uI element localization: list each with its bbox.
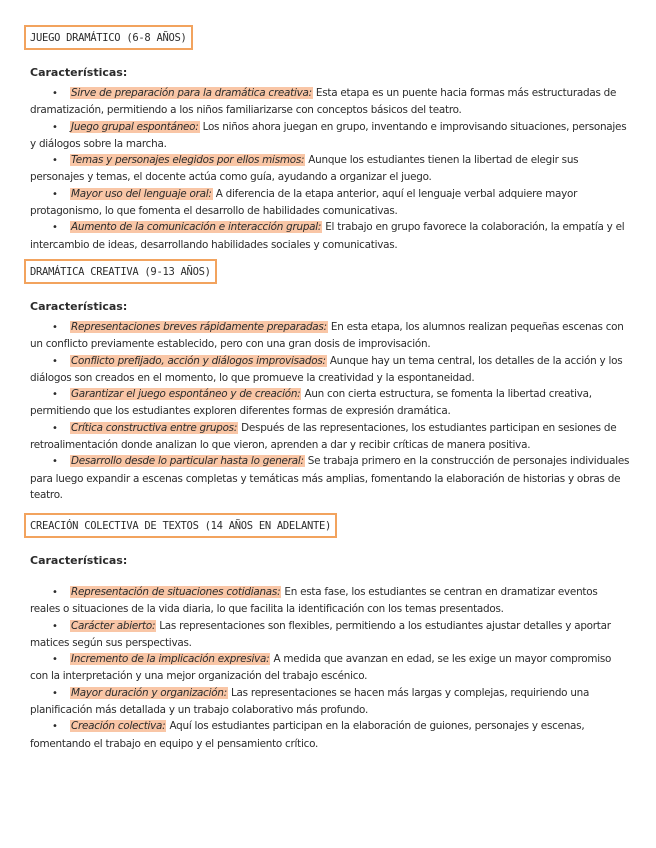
highlighted-term: Carácter abierto:: [71, 619, 156, 632]
list-item: [30, 353, 630, 387]
section-dramatica-creativa: [24, 259, 634, 503]
item-text: Aunque los estudiantes tienen la libertad de elegir sus personajes y temas, el docente actúa como guía, ayudando a organizar el juego.: [30, 154, 579, 184]
highlighted-term: Incremento de la implicación expresiva:: [71, 653, 270, 666]
bullet-icon: •: [52, 587, 58, 598]
bullet-icon: •: [52, 222, 58, 234]
highlighted-term: Temas y personajes elegidos por ellos mismos:: [71, 154, 305, 167]
bullet-icon: •: [52, 355, 58, 367]
item-text: Se trabaja primero en la construcción de personajes individuales para luego expandir a escenas completas y temáticas más amplias, fomentando la elaboración de historias y obras de teatro.: [30, 455, 630, 501]
list-item: [30, 584, 630, 618]
bullet-icon: •: [52, 721, 58, 733]
item-text: Las representaciones son flexibles, permitiendo a los estudiantes ajustar detalles y aportar matices según sus perspectivas.: [30, 619, 611, 649]
item-text: Los niños ahora juegan en grupo, inventando e improvisando situaciones, personajes y diálogos sobre la marcha.: [30, 120, 627, 150]
list-item: [30, 186, 630, 220]
section-title: JUEGO DRAMÁTICO (6-8 AÑOS): [24, 25, 193, 50]
bullet-icon: •: [52, 389, 58, 401]
bullet-icon: •: [52, 687, 58, 699]
bullet-icon: •: [52, 620, 58, 632]
characteristics-list: [30, 85, 630, 253]
characteristics-label: Características:: [30, 554, 128, 567]
section-title: DRAMÁTICA CREATIVA (9-13 AÑOS): [24, 259, 217, 284]
item-text: Después de las representaciones, los estudiantes participan en sesiones de retroalimentación donde analizan lo que vieron, aprenden a dar y recibir críticas de manera positiva.: [30, 421, 617, 452]
highlighted-term: Crítica constructiva entre grupos:: [71, 421, 238, 434]
characteristics-label: Características:: [30, 300, 128, 313]
bullet-icon: •: [52, 322, 58, 333]
highlighted-term: Juego grupal espontáneo:: [71, 120, 199, 133]
highlighted-term: Conflicto prefijado, acción y diálogos improvisados:: [71, 354, 326, 367]
bullet-icon: •: [52, 422, 58, 434]
characteristics-list: [30, 584, 630, 752]
item-text: En esta etapa, los alumnos realizan pequeñas escenas con un conflicto previamente establecido, pero con una gran dosis de improvisación.: [30, 321, 624, 351]
item-text: Esta etapa es un puente hacia formas más estructuradas de dramatización, permitiendo a los niños familiarizarse con conceptos básicos del teatro.: [30, 87, 617, 117]
list-item: [30, 152, 630, 186]
item-text: El trabajo en grupo favorece la colaboración, la empatía y el intercambio de ideas, desarrollando habilidades sociales y comunicativas.: [30, 221, 625, 251]
list-item: [30, 618, 630, 652]
bullet-icon: •: [52, 456, 58, 468]
list-item: [30, 651, 630, 685]
bullet-icon: •: [52, 654, 58, 666]
highlighted-term: Representaciones breves rápidamente preparadas:: [71, 321, 327, 333]
item-text: Aunque hay un tema central, los detalles de la acción y los diálogos son creados en el momento, lo que promueve la creatividad y la espontaneidad.: [30, 354, 623, 384]
list-item: [30, 685, 630, 719]
list-item: [30, 718, 630, 752]
section-juego-dramatico: [24, 25, 634, 253]
highlighted-term: Mayor uso del lenguaje oral:: [71, 187, 212, 200]
list-item: [30, 453, 630, 503]
list-item: [30, 85, 630, 119]
section-title: CREACIÓN COLECTIVA DE TEXTOS (14 AÑOS EN ADELANTE): [24, 513, 337, 538]
list-item: [30, 386, 630, 420]
highlighted-term: Desarrollo desde lo particular hasta lo general:: [71, 455, 304, 468]
item-text: Las representaciones se hacen más largas y complejas, requiriendo una planificación más detallada y un trabajo colaborativo más profundo.: [30, 686, 590, 717]
characteristics-list: [30, 319, 630, 503]
bullet-icon: •: [52, 155, 58, 167]
bullet-icon: •: [52, 121, 58, 133]
bullet-icon: •: [52, 88, 58, 99]
highlighted-term: Creación colectiva:: [71, 720, 166, 733]
bullet-icon: •: [52, 188, 58, 200]
section-creacion-colectiva: [24, 513, 634, 752]
item-text: Aquí los estudiantes participan en la elaboración de guiones, personajes y escenas, fomentando el trabajo en equipo y el pensamiento crítico.: [30, 720, 585, 750]
list-item: [30, 119, 630, 153]
highlighted-term: Mayor duración y organización:: [71, 686, 227, 699]
item-text: A medida que avanzan en edad, se les exige un mayor compromiso con la interpretación y una mejor organización del trabajo escénico.: [30, 653, 612, 683]
highlighted-term: Sirve de preparación para la dramática creativa:: [71, 87, 312, 99]
highlighted-term: Aumento de la comunicación e interacción grupal:: [71, 221, 322, 234]
list-item: [30, 219, 630, 253]
list-item: [30, 420, 630, 454]
highlighted-term: Garantizar el juego espontáneo y de creación:: [71, 388, 301, 401]
item-text: Aun con cierta estructura, se fomenta la libertad creativa, permitiendo que los estudiantes exploren diferentes formas de expresión dramática.: [30, 388, 592, 418]
list-item: [30, 319, 630, 353]
characteristics-label: Características:: [30, 66, 128, 79]
highlighted-term: Representación de situaciones cotidianas:: [71, 586, 281, 598]
item-text: A diferencia de la etapa anterior, aquí el lenguaje verbal adquiere mayor protagonismo, lo que fomenta el desarrollo de habilidades comunicativas.: [30, 187, 578, 218]
item-text: En esta fase, los estudiantes se centran en dramatizar eventos reales o situaciones de la vida diaria, lo que facilita la identificación con los temas presentados.: [30, 586, 598, 616]
